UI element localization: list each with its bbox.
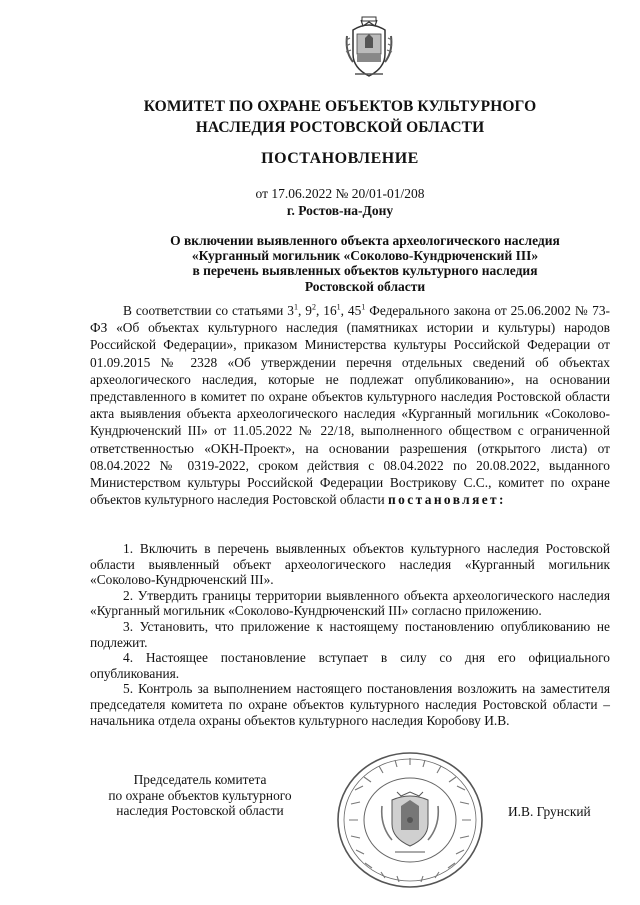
- article-ref-sup: 1: [336, 302, 341, 312]
- document-date-number: от 17.06.2022 № 20/01-01/208: [255, 186, 425, 201]
- document-city: г. Ростов-на-Дону: [286, 203, 394, 218]
- article-ref: 3: [287, 303, 294, 318]
- organization-name: [80, 96, 600, 138]
- resolves-word: постановляет:: [388, 492, 506, 508]
- article-ref-sup: 2: [311, 302, 316, 312]
- resolution-item: 2. Утвердить границы территории выявленного объекта археологического наследия «Курганный могильник «Соколово-Кундрюченский III» согласно приложению.: [90, 587, 610, 619]
- signatory-position-line: наследия Ростовской области: [116, 803, 284, 818]
- article-ref: 9: [305, 303, 312, 318]
- organization-name-line1: КОМИТЕТ ПО ОХРАНЕ ОБЪЕКТОВ КУЛЬТУРНОГО: [143, 98, 537, 115]
- document-subject: [120, 233, 610, 294]
- resolution-items: [90, 541, 610, 728]
- subject-line: О включении выявленного объекта археологического наследия: [170, 233, 560, 248]
- preamble-intro: В соответствии со статьями: [123, 303, 288, 318]
- signatory-name: И.В. Грунский: [508, 804, 591, 819]
- preamble-paragraph: В соответствии со статьями $3^1$, $9^2$, $16^1$, $45^1$ Федерального закона от 25.06.2002 № 73-ФЗ «Об объектах культурного наследия (памятниках истории и культуры) народов Российской Федерации», приказом Министерства культуры Российской Федерации от 01.09.2015 № 2328 «Об утверждении перечня отдельных сведений об объектах археологического наследия, которые не подлежат опубликованию», на основании представленного в комитет по охране объектов культурного наследия Ростовской области акта выявления объекта археологического наследия «Курганный могильник «Соколово-Кундрюченский III» от 11.05.2022 № 22/18, выполненного обществом с ограниченной ответственностью «ОКН-Проект», на основании разрешения (открытого листа) от 08.04.2022 № 0319-2022, сроком действия с 08.04.2022 по 20.08.2022, выданного Министерством культуры Российской Федерации Вострикову С.С., комитет по охране объектов культурного наследия Ростовской области постановляет:: [90, 302, 610, 508]
- article-ref: 45: [347, 303, 362, 318]
- signatory-position: [80, 772, 320, 819]
- signatory-position-line: по охране объектов культурного: [108, 787, 292, 803]
- article-ref-sup: 1: [293, 302, 298, 312]
- organization-name-line2: НАСЛЕДИЯ РОСТОВСКОЙ ОБЛАСТИ: [195, 119, 485, 136]
- resolution-item: 1. Включить в перечень выявленных объектов культурного наследия Ростовской области выявленный объект археологического наследия «Курганный могильник «Соколово-Кундрюченский III».: [90, 541, 610, 588]
- resolution-item: 5. Контроль за выполнением настоящего постановления возложить на заместителя председателя комитета по охране объектов культурного наследия Ростовской области – начальника отдела охраны объектов культурного наследия Коробову И.В.: [90, 681, 610, 728]
- document-type: ПОСТАНОВЛЕНИЕ: [261, 150, 419, 167]
- coat-of-arms-icon: [343, 16, 395, 80]
- subject-line: в перечень выявленных объектов культурного наследия: [192, 263, 538, 279]
- resolution-item: 4. Настоящее постановление вступает в силу со дня его официального опубликования.: [90, 650, 610, 681]
- official-seal-icon: [335, 750, 485, 890]
- subject-line: «Курганный могильник «Соколово-Кундрюченский III»: [191, 248, 539, 264]
- resolution-item: 3. Установить, что приложение к настоящему постановлению опубликованию не подлежит.: [90, 618, 610, 650]
- article-ref: 16: [323, 303, 337, 318]
- preamble-body: Федерального закона от 25.06.2002 № 73-ФЗ «Об объектах культурного наследия (памятниках истории и культуры) народов Российской Федерации», приказом Министерства культуры Российской Федерации от 01.09.2015 № 2328 «Об утверждении перечня отдельных сведений об объектах археологического наследия, которые не подлежат опубликованию», на основании представленного в комитет по охране объектов культурного наследия Ростовской области акта выявления объекта археологического наследия «Курганный могильник «Соколово-Кундрюченский III» от 11.05.2022 № 22/18, выполненного обществом с ограниченной ответственностью «ОКН-Проект», на основании разрешения (открытого листа) от 08.04.2022 № 0319-2022, сроком действия с 08.04.2022 по 20.08.2022, выданного Министерством культуры Российской Федерации Вострикову С.С., комитет по охране объектов культурного наследия Ростовской области: [90, 303, 610, 508]
- signatory-position-line: Председатель комитета: [133, 772, 267, 787]
- subject-line: Ростовской области: [304, 278, 426, 294]
- article-ref-sup: 1: [361, 302, 366, 312]
